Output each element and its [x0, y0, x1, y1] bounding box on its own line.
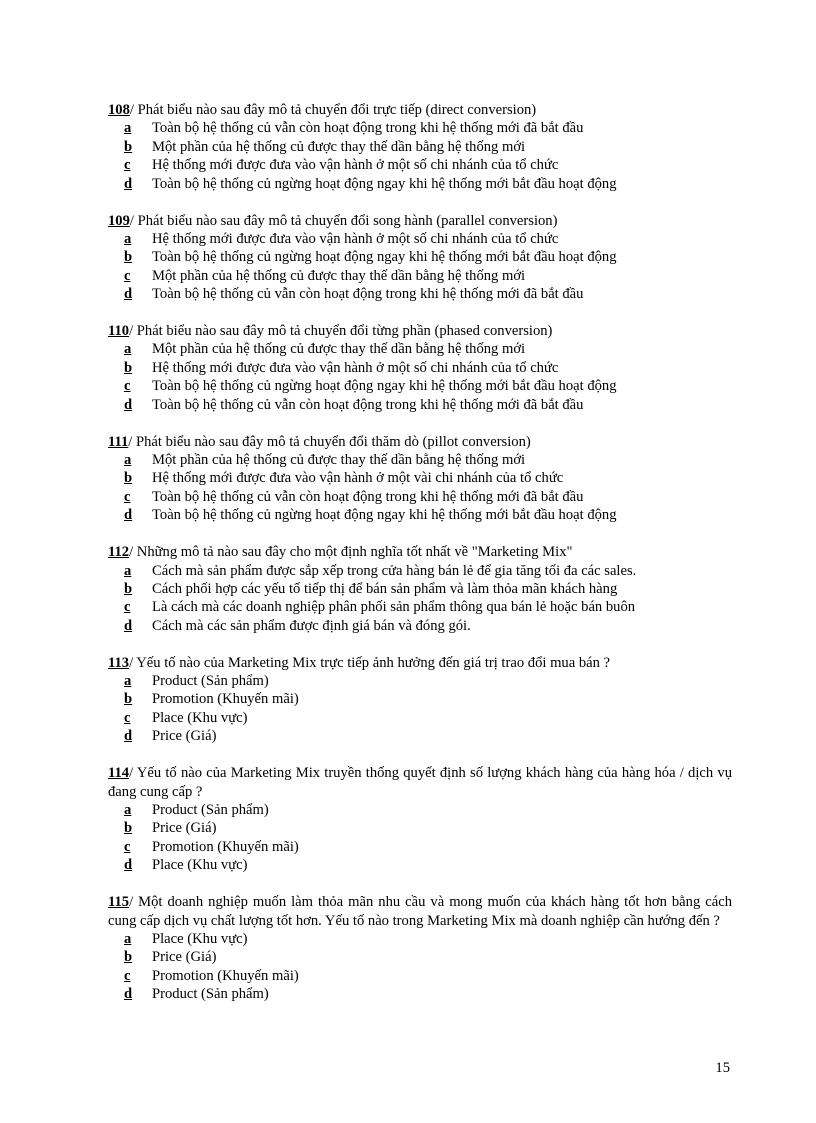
question-text [108, 654, 732, 672]
answer-option [108, 727, 732, 745]
option-letter: b [124, 580, 133, 597]
option-letter: b [124, 249, 133, 266]
option-text: Promotion (Khuyến mãi) [152, 967, 299, 984]
answer-option [108, 967, 732, 985]
option-letter: a [124, 230, 132, 247]
question-number: 112 [108, 544, 130, 561]
document-page [108, 101, 732, 1022]
option-letter: b [124, 691, 133, 708]
option-letter: c [124, 157, 131, 174]
option-text: Product (Sản phẩm) [152, 802, 269, 818]
question-prompt: / Phát biểu nào sau đây mô tả chuyển đổi trực tiếp (direct conversion) [129, 102, 537, 118]
answer-options [108, 451, 732, 525]
option-text: Toàn bộ hệ thống củ ngừng hoạt động ngay khi hệ thống mới bắt đầu hoạt động [152, 175, 617, 192]
question-prompt: / Những mô tả nào sau đây cho một định nghĩa tốt nhất về "Marketing Mix" [129, 544, 573, 561]
answer-option [108, 230, 732, 248]
option-letter: d [124, 728, 133, 745]
option-text: Hệ thống mới được đưa vào vận hành ở một số chi nhánh của tổ chức [152, 230, 559, 247]
question-prompt: / Phát biểu nào sau đây mô tả chuyển đổi thăm dò (pillot conversion) [128, 433, 531, 450]
answer-option [108, 948, 732, 966]
option-text: Promotion (Khuyến mãi) [152, 838, 299, 855]
option-letter: d [124, 507, 133, 524]
option-letter: d [124, 617, 133, 634]
option-letter: d [124, 175, 133, 192]
question-text [108, 212, 732, 230]
answer-option [108, 598, 732, 616]
answer-options [108, 340, 732, 414]
answer-option [108, 488, 732, 506]
question-block [108, 654, 732, 746]
question-text [108, 322, 732, 340]
answer-option [108, 930, 732, 948]
question-prompt: / Phát biểu nào sau đây mô tả chuyển đổi song hành (parallel conversion) [129, 212, 558, 229]
option-text: Price (Giá) [152, 949, 217, 966]
option-letter: b [124, 949, 133, 966]
question-text [108, 433, 732, 451]
option-text: Một phần của hệ thống củ được thay thế dần bằng hệ thống mới [152, 341, 526, 358]
question-block [108, 893, 732, 1003]
question-text [108, 101, 732, 119]
option-letter: c [124, 378, 131, 395]
option-letter: d [124, 986, 133, 1003]
answer-option [108, 819, 732, 837]
answer-option [108, 580, 732, 598]
question-prompt: / Yếu tố nào của Marketing Mix trực tiếp ảnh hưởng đến giá trị trao đổi mua bán ? [129, 654, 611, 671]
option-text: Product (Sản phẩm) [152, 673, 269, 690]
answer-option [108, 267, 732, 285]
answer-option [108, 359, 732, 377]
answer-options [108, 672, 732, 746]
answer-option [108, 377, 732, 395]
option-text: Price (Giá) [152, 728, 217, 745]
question-block [108, 433, 732, 525]
answer-option [108, 672, 732, 690]
answer-option [108, 156, 732, 174]
answer-options [108, 930, 732, 1004]
answer-option [108, 709, 732, 727]
answer-option [108, 138, 732, 156]
option-text: Toàn bộ hệ thống củ vẫn còn hoạt động trong khi hệ thống mới đã bắt đầu [152, 396, 584, 413]
question-block [108, 101, 732, 193]
question-number: 108 [108, 102, 130, 118]
option-letter: a [124, 802, 132, 818]
option-text: Hệ thống mới được đưa vào vận hành ở một số chi nhánh của tổ chức [152, 157, 559, 174]
option-text: Hệ thống mới được đưa vào vận hành ở một vài chi nhánh của tổ chức [152, 470, 564, 487]
option-text: Place (Khu vực) [152, 857, 248, 874]
option-text: Hệ thống mới được đưa vào vận hành ở một số chi nhánh của tổ chức [152, 359, 559, 376]
answer-option [108, 801, 732, 819]
question-text [108, 543, 732, 561]
option-letter: c [124, 967, 131, 984]
option-text: Toàn bộ hệ thống củ ngừng hoạt động ngay khi hệ thống mới bắt đầu hoạt động [152, 249, 617, 266]
question-block [108, 764, 732, 874]
question-block [108, 543, 732, 635]
option-letter: b [124, 138, 133, 155]
answer-option [108, 838, 732, 856]
option-text: Place (Khu vực) [152, 709, 248, 726]
answer-option [108, 119, 732, 137]
option-letter: c [124, 488, 131, 505]
option-text: Một phần của hệ thống củ được thay thế dần bằng hệ thống mới [152, 138, 526, 155]
option-text: Product (Sản phẩm) [152, 986, 269, 1003]
option-letter: d [124, 857, 133, 874]
option-text: Promotion (Khuyến mãi) [152, 691, 299, 708]
option-letter: c [124, 267, 131, 284]
question-number: 109 [108, 212, 130, 229]
answer-option [108, 562, 732, 580]
question-number: 111 [108, 433, 129, 450]
option-letter: c [124, 599, 131, 616]
option-text: Là cách mà các doanh nghiệp phân phối sản phẩm thông qua bán lẻ hoặc bán buôn [152, 599, 636, 616]
question-prompt: / Yếu tố nào của Marketing Mix truyền thống quyết định số lượng khách hàng của hàng hóa / dịch vụ đang cung cấp ? [108, 765, 732, 800]
question-text [108, 764, 732, 801]
option-letter: a [124, 452, 132, 468]
answer-option [108, 985, 732, 1003]
answer-options [108, 230, 732, 304]
answer-options [108, 801, 732, 875]
option-letter: b [124, 820, 133, 837]
option-text: Toàn bộ hệ thống củ ngừng hoạt động ngay khi hệ thống mới bắt đầu hoạt động [152, 507, 617, 524]
page-number: 15 [715, 1060, 730, 1076]
option-text: Toàn bộ hệ thống củ vẫn còn hoạt động trong khi hệ thống mới đã bắt đầu [152, 120, 584, 137]
question-text [108, 893, 732, 930]
option-text: Một phần của hệ thống củ được thay thế dần bằng hệ thống mới [152, 452, 526, 468]
question-number: 115 [108, 894, 130, 911]
question-number: 110 [108, 323, 130, 340]
answer-option [108, 451, 732, 469]
answer-option [108, 690, 732, 708]
option-text: Toàn bộ hệ thống củ ngừng hoạt động ngay khi hệ thống mới bắt đầu hoạt động [152, 378, 617, 395]
option-letter: c [124, 838, 131, 855]
option-letter: c [124, 709, 131, 726]
answer-option [108, 248, 732, 266]
question-block [108, 212, 732, 304]
option-text: Toàn bộ hệ thống củ vẫn còn hoạt động trong khi hệ thống mới đã bắt đầu [152, 488, 584, 505]
option-letter: a [124, 930, 132, 947]
option-letter: a [124, 341, 132, 358]
answer-option [108, 175, 732, 193]
answer-option [108, 617, 732, 635]
answer-option [108, 285, 732, 303]
answer-option [108, 469, 732, 487]
question-block [108, 322, 732, 414]
question-prompt: / Một doanh nghiệp muốn làm thỏa mãn nhu cầu và mong muốn của khách hàng tốt hơn bằng cách cung cấp dịch vụ chất lượng tốt hơn. Yếu tố nào trong Marketing Mix mà doanh nghiệp cần hướng đến ? [108, 894, 732, 929]
option-text: Price (Giá) [152, 820, 217, 837]
option-letter: b [124, 359, 133, 376]
option-text: Cách mà sản phẩm được sắp xếp trong cửa hàng bán lẻ để gia tăng tối đa các sales. [152, 562, 637, 579]
option-text: Một phần của hệ thống củ được thay thế dần bằng hệ thống mới [152, 267, 526, 284]
question-number: 113 [108, 654, 130, 671]
option-text: Cách phối hợp các yếu tố tiếp thị để bán sản phẩm và làm thỏa mãn khách hàng [152, 580, 618, 597]
answer-option [108, 396, 732, 414]
answer-options [108, 562, 732, 636]
question-prompt: / Phát biểu nào sau đây mô tả chuyển đổi từng phần (phased conversion) [129, 323, 553, 340]
option-text: Toàn bộ hệ thống củ vẫn còn hoạt động trong khi hệ thống mới đã bắt đầu [152, 286, 584, 303]
question-number: 114 [108, 765, 130, 782]
option-letter: a [124, 562, 132, 579]
option-letter: d [124, 286, 133, 303]
option-text: Place (Khu vực) [152, 930, 248, 947]
option-letter: b [124, 470, 133, 487]
option-letter: a [124, 673, 132, 690]
option-text: Cách mà các sản phẩm được định giá bán và đóng gói. [152, 617, 471, 634]
answer-option [108, 340, 732, 358]
answer-options [108, 119, 732, 193]
option-letter: d [124, 396, 133, 413]
option-letter: a [124, 120, 132, 137]
answer-option [108, 506, 732, 524]
answer-option [108, 856, 732, 874]
